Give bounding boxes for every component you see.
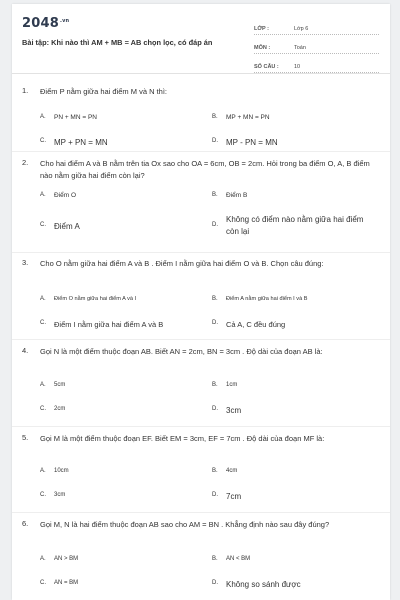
option-letter: B.: [212, 556, 218, 562]
option-letter: A.: [40, 114, 46, 120]
option-letter: C.: [40, 406, 46, 412]
site-logo[interactable]: [22, 16, 69, 31]
option-letter: C.: [40, 580, 46, 586]
question-number: 5.: [22, 433, 29, 442]
question-4: [12, 346, 390, 426]
option-letter: B.: [212, 468, 218, 474]
option-text: 4cm: [226, 468, 238, 474]
option-letter: D.: [212, 580, 218, 586]
meta-label: MÔN :: [254, 45, 271, 51]
logo-suffix: .vn: [59, 17, 70, 24]
option-letter: C.: [40, 492, 46, 498]
option-text: 10cm: [54, 468, 69, 474]
option-letter: B.: [212, 114, 218, 120]
question-6: [12, 519, 390, 599]
option-letter: C.: [40, 320, 46, 326]
option-text: Điểm O: [54, 192, 77, 199]
option-text: 7cm: [226, 492, 242, 501]
meta-class: [254, 18, 379, 35]
option-text: 2cm: [54, 406, 66, 412]
question-separator: [12, 339, 390, 340]
option-letter: A.: [40, 296, 46, 302]
option-text: 5cm: [54, 382, 66, 388]
question-text: Cho hai điểm A và B nằm trên tia Ox sao cho OA = 6cm, OB = 2cm. Hỏi trong ba điểm O, A, B điểm nào nằm giữa hai điểm còn lại?: [40, 159, 370, 180]
question-3: [12, 258, 390, 338]
option-text: Điểm O nằm giữa hai điểm A và I: [54, 296, 137, 302]
worksheet-title: Bài tập: Khi nào thì AM + MB = AB chọn lọc, có đáp án: [22, 38, 213, 47]
option-letter: A.: [40, 382, 46, 388]
option-text: Không so sánh được: [226, 580, 301, 589]
logo-text: 2048: [22, 16, 59, 31]
option-letter: A.: [40, 556, 46, 562]
header-divider: [12, 73, 390, 74]
question-2: [12, 158, 390, 248]
option-text: 3cm: [226, 406, 242, 415]
question-text: Cho O nằm giữa hai điểm A và B . Điểm I nằm giữa hai điểm O và B. Chọn câu đúng:: [40, 259, 324, 268]
option-letter: B.: [212, 192, 218, 198]
meta-label: SỐ CÂU :: [254, 64, 279, 70]
question-separator: [12, 512, 390, 513]
option-text: Điểm B: [226, 192, 248, 199]
question-number: 6.: [22, 519, 29, 528]
question-number: 1.: [22, 86, 29, 95]
option-text: Cả A, C đều đúng: [226, 320, 286, 329]
worksheet-header: [12, 4, 390, 68]
option-text: MP + PN = MN: [54, 138, 108, 147]
option-letter: D.: [212, 320, 218, 326]
option-text: Điểm A nằm giữa hai điểm I và B: [226, 296, 308, 302]
option-text: AN < BM: [226, 556, 251, 562]
option-letter: C.: [40, 222, 46, 228]
option-letter: C.: [40, 138, 46, 144]
meta-subject: [254, 37, 379, 54]
question-text: Gọi N là một điểm thuộc đoạn AB. Biết AN = 2cm, BN = 3cm . Độ dài của đoạn AB là:: [40, 347, 323, 356]
question-text: Gọi M, N là hai điểm thuộc đoạn AB sao cho AM = BN . Khẳng định nào sau đây đúng?: [40, 520, 330, 529]
question-separator: [12, 252, 390, 253]
option-text: Điểm I nằm giữa hai điểm A và B: [54, 320, 164, 329]
option-letter: A.: [40, 468, 46, 474]
option-text: 3cm: [54, 492, 66, 498]
option-text: AN > BM: [54, 556, 79, 562]
option-text: Không có điểm nào nằm giữa hai điểm còn lại: [226, 215, 364, 236]
option-text: 1cm: [226, 382, 238, 388]
meta-value: Toán: [294, 45, 306, 51]
option-text: AN = BM: [54, 580, 79, 586]
meta-value: Lớp 6: [294, 26, 309, 32]
meta-value: 10: [294, 64, 301, 70]
option-letter: D.: [212, 406, 218, 412]
option-letter: D.: [212, 222, 218, 228]
option-text: PN + MN = PN: [54, 114, 97, 121]
question-5: [12, 433, 390, 513]
option-letter: B.: [212, 296, 218, 302]
worksheet-meta: [254, 18, 379, 75]
option-text: MP - PN = MN: [226, 138, 278, 147]
question-number: 4.: [22, 346, 29, 355]
question-number: 2.: [22, 158, 29, 167]
option-text: MP + MN = PN: [226, 114, 270, 121]
question-text: Gọi M là một điểm thuộc đoạn EF. Biết EM = 3cm, EF = 7cm . Độ dài của đoạn MF là:: [40, 434, 325, 443]
option-letter: D.: [212, 138, 218, 144]
option-letter: A.: [40, 192, 46, 198]
question-separator: [12, 426, 390, 427]
question-text: Điểm P nằm giữa hai điểm M và N thì:: [40, 87, 168, 96]
worksheet-page: [12, 4, 390, 600]
question-number: 3.: [22, 258, 29, 267]
meta-count: [254, 56, 379, 73]
option-text: Điểm A: [54, 222, 80, 231]
option-letter: B.: [212, 382, 218, 388]
option-letter: D.: [212, 492, 218, 498]
meta-label: LỚP :: [254, 26, 269, 32]
question-separator: [12, 151, 390, 152]
question-1: [12, 86, 390, 156]
